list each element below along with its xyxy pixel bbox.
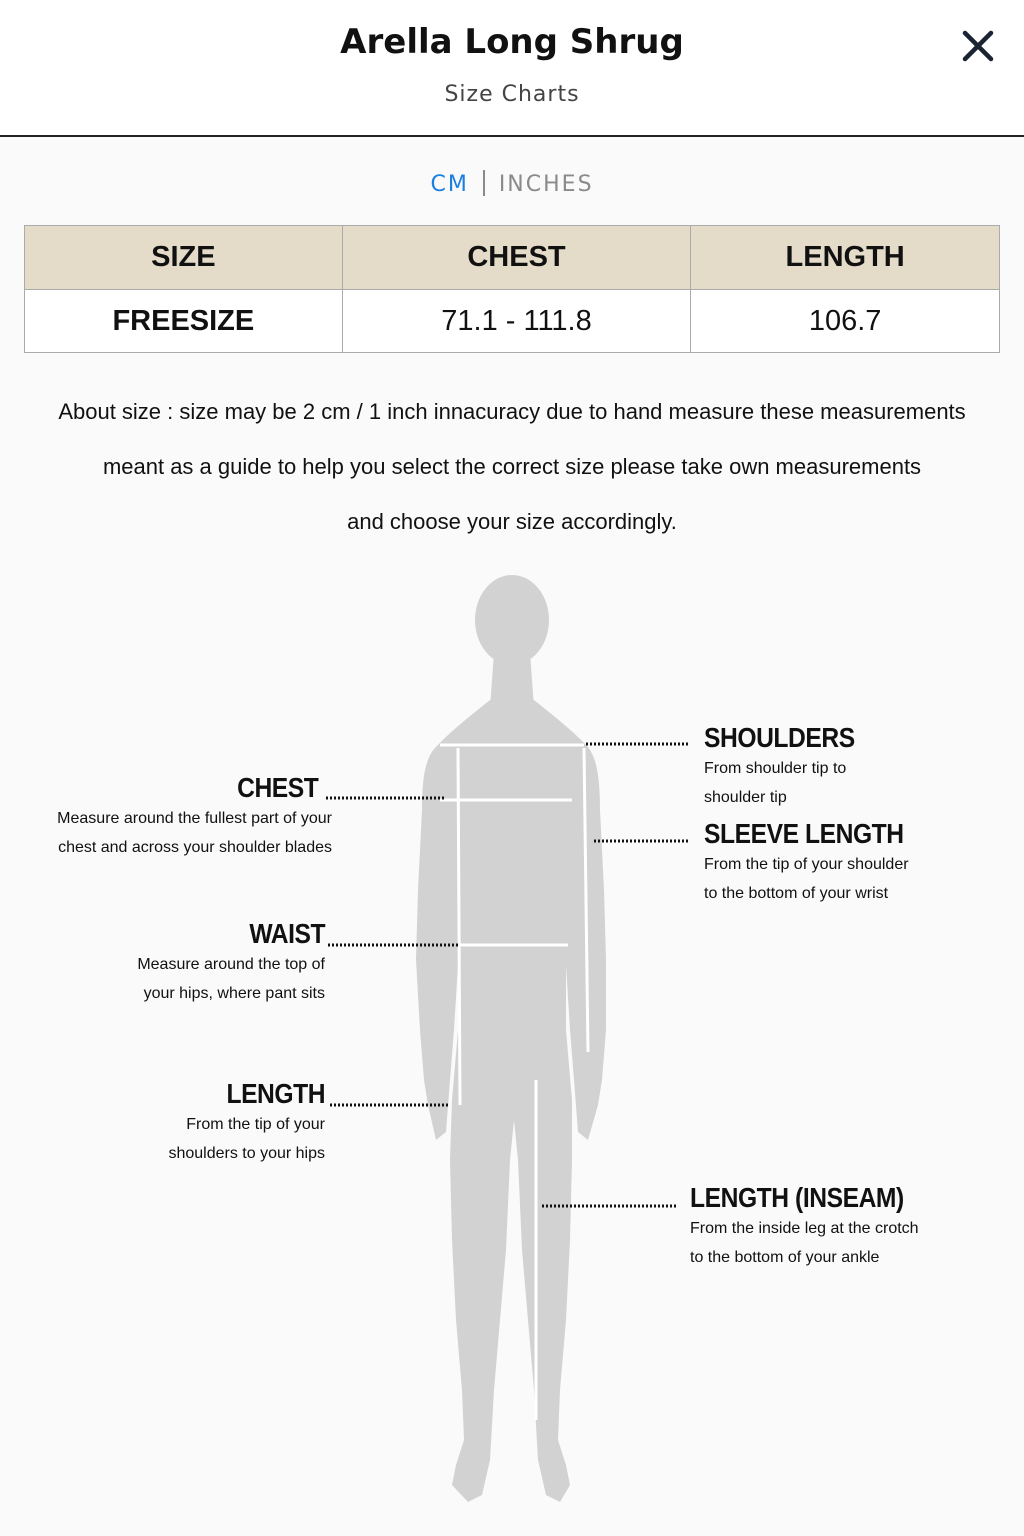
- chest-label: [32, 772, 332, 862]
- table-row: [25, 290, 1000, 353]
- waist-title: WAIST: [249, 918, 325, 949]
- unit-cm-tab[interactable]: CM: [430, 172, 469, 197]
- waist-desc-1: Measure around the top of: [137, 956, 325, 973]
- inseam-desc-1: From the inside leg at the crotch: [690, 1220, 919, 1237]
- size-note-line-3: and choose your size accordingly.: [347, 509, 677, 534]
- modal-header: [0, 0, 1024, 137]
- unit-inches-tab[interactable]: INCHES: [498, 172, 594, 197]
- modal-subtitle: Size Charts: [444, 82, 580, 107]
- sleeve-length-title: SLEEVE LENGTH: [704, 818, 904, 849]
- cell-chest: 71.1 - 111.8: [342, 290, 691, 353]
- close-button[interactable]: [958, 26, 998, 66]
- cell-size: FREESIZE: [25, 290, 343, 353]
- sleeve-length-label: [704, 818, 1014, 908]
- chest-desc-1: Measure around the fullest part of your: [57, 810, 332, 827]
- size-note-line-2: meant as a guide to help you select the correct size please take own measurements: [102, 454, 922, 479]
- sleeve-length-desc-1: From the tip of your shoulder: [704, 856, 909, 873]
- length-label: [60, 1078, 325, 1168]
- inseam-title: LENGTH (INSEAM): [690, 1182, 904, 1213]
- length-title: LENGTH: [226, 1078, 325, 1109]
- body-silhouette-icon: [0, 560, 1024, 1536]
- measurement-guide: [0, 560, 1024, 1536]
- column-header-length: LENGTH: [691, 226, 1000, 290]
- shoulders-desc-1: From shoulder tip to: [704, 760, 847, 777]
- shoulders-desc-2: shoulder tip: [704, 789, 787, 806]
- sleeve-length-desc-2: to the bottom of your wrist: [704, 885, 889, 902]
- shoulders-label: [704, 722, 1004, 812]
- column-header-chest: CHEST: [342, 226, 691, 290]
- unit-toggle: [0, 172, 1024, 197]
- product-title: Arella Long Shrug: [340, 22, 684, 62]
- waist-label: [60, 918, 325, 1008]
- close-icon: [958, 26, 998, 66]
- waist-desc-2: your hips, where pant sits: [143, 985, 325, 1002]
- size-chart-table: [24, 225, 1000, 353]
- table-header-row: [25, 226, 1000, 290]
- cell-length: 106.7: [691, 290, 1000, 353]
- length-desc-1: From the tip of your: [186, 1116, 325, 1133]
- shoulders-title: SHOULDERS: [704, 722, 855, 753]
- size-note: [20, 384, 1004, 549]
- chest-title: CHEST: [236, 772, 318, 803]
- chest-desc-2: chest and across your shoulder blades: [58, 839, 332, 856]
- length-desc-2: shoulders to your hips: [168, 1145, 325, 1162]
- column-header-size: SIZE: [25, 226, 343, 290]
- inseam-label: [690, 1182, 1010, 1272]
- size-note-line-1: About size : size may be 2 cm / 1 inch innacuracy due to hand measure these measurements: [58, 399, 966, 424]
- inseam-desc-2: to the bottom of your ankle: [690, 1249, 880, 1266]
